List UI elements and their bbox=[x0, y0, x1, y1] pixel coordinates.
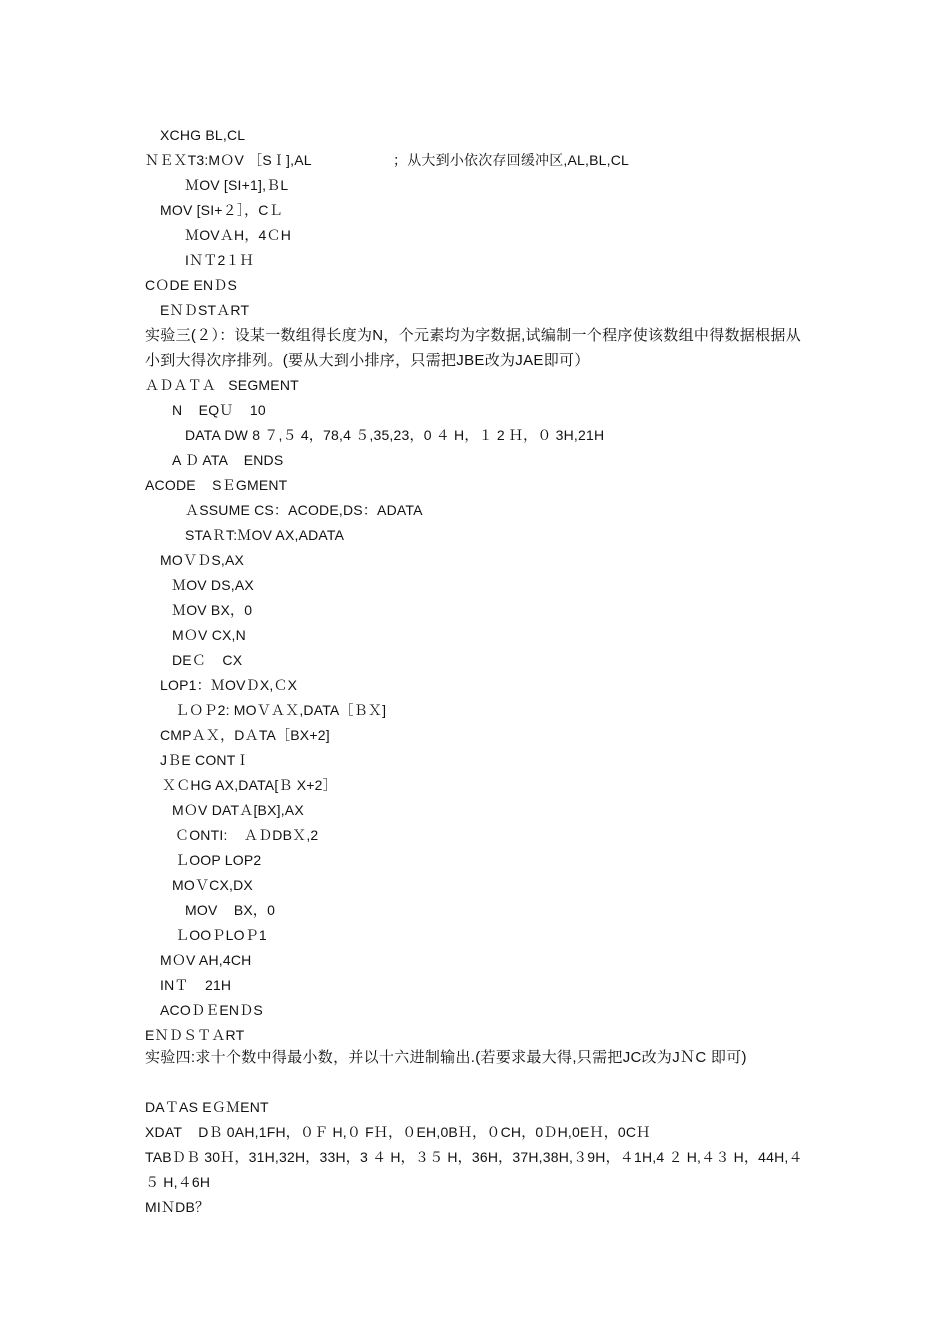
code-line: ＡSSUME CS：ACODE,DS：ADATA bbox=[185, 502, 423, 518]
code-line: EＮＤSTＡRT bbox=[160, 302, 250, 318]
code-line: ＭOV [SI+1],ＢL bbox=[185, 177, 289, 193]
code-line: ＣONTI: ＡＤDBＸ,2 bbox=[175, 827, 319, 843]
code-line: DEＣ CX bbox=[172, 652, 243, 668]
code-line: JＢE CONTＩ bbox=[160, 752, 250, 768]
code-line: IＮＴ2１Ｈ bbox=[185, 252, 254, 268]
code-line: XDAT DＢ 0AH,1FH，０Ｆ H,０ FＨ，０EH,0BＨ，０CH，0ＤH,0EＨ，0CＨ bbox=[145, 1124, 651, 1140]
code-line: MOV BX，0 bbox=[185, 902, 276, 918]
code-line: ＬOOP LOP2 bbox=[175, 852, 262, 868]
code-line: XCHG BL,CL bbox=[160, 127, 246, 143]
code-line: ＡＤＡＴＡ SEGMENT bbox=[145, 377, 299, 393]
code-line: CＯDE ENＤS bbox=[145, 277, 238, 293]
code-line: ＭOV BX，0 bbox=[172, 602, 253, 618]
code-line: MIＮDB？ bbox=[145, 1199, 210, 1215]
code-line: EＮＤＳＴＡRT bbox=[145, 1027, 245, 1043]
code-line: ＬOOＰLOＰ1 bbox=[175, 927, 267, 943]
code-line: MOＶＤS,AX bbox=[160, 552, 245, 568]
code-line: A Ｄ ATA ENDS bbox=[172, 452, 284, 468]
code-line: MOV [SI+２］，CＬ bbox=[160, 202, 283, 218]
code-line: ACODE SＥGMENT bbox=[145, 477, 288, 493]
code-line: ＸＣHG AX,DATA[Ｂ X+2］ bbox=[162, 777, 337, 793]
code-line: ＬＯＰ2: MOＶＡＸ,DATA［ＢＸ] bbox=[175, 702, 387, 718]
code-line: ACOＤＥENＤS bbox=[160, 1002, 263, 1018]
section-heading-experiment-3-2: 实验三(２）：设某一数组得长度为N，个元素均为字数据,试编制一个程序使该数组中得数据根据从小到大得次序排列。(要从大到小排序，只需把JBE改为JAE即可） bbox=[145, 327, 801, 369]
code-line: ＭOVＡH，4ＣH bbox=[185, 227, 292, 243]
code-line: LOP1：ＭOVＤX,ＣX bbox=[160, 677, 298, 693]
code-line: CMPＡＸ，DＡTA［BX+2] bbox=[160, 727, 330, 743]
code-line: DAＴAS EＧＭENT bbox=[145, 1099, 269, 1115]
section-heading-experiment-4: 实验四:求十个数中得最小数，并以十六进制输出.(若要求最大得,只需把JC改为JＮC 即可) bbox=[145, 1049, 747, 1066]
code-line: N EQＵ 10 bbox=[172, 402, 266, 418]
code-line: MOＶCX,DX bbox=[172, 877, 253, 893]
code-line: MＯV CX,N bbox=[172, 627, 246, 643]
code-line: DATA DW 8 ７,５ 4，78,4 ５,35,23，0 ４ H，１ 2 Ｈ，０ 3H,21H bbox=[185, 427, 605, 443]
code-line: STAＲT:ＭOV AX,ADATA bbox=[185, 527, 345, 543]
code-line: MＯV AH,4CH bbox=[160, 952, 252, 968]
code-line: MＯV DATＡ[BX],AX bbox=[172, 802, 304, 818]
code-line: INＴ 21H bbox=[160, 977, 232, 993]
code-line: ＮＥＸT3:MＯV ［SＩ],AL ；从大到小依次存回缓冲区,AL,BL,CL bbox=[145, 152, 630, 168]
code-line: ＭOV DS,AX bbox=[172, 577, 254, 593]
code-line-wrapped: TABＤＢ 30Ｈ，31H,32H，33H，3 ４ H，３５ H，36H，37H,38H,３9H，４1H,4 ２ H,４３ H，44H,４５ H,４6H bbox=[145, 1149, 803, 1190]
